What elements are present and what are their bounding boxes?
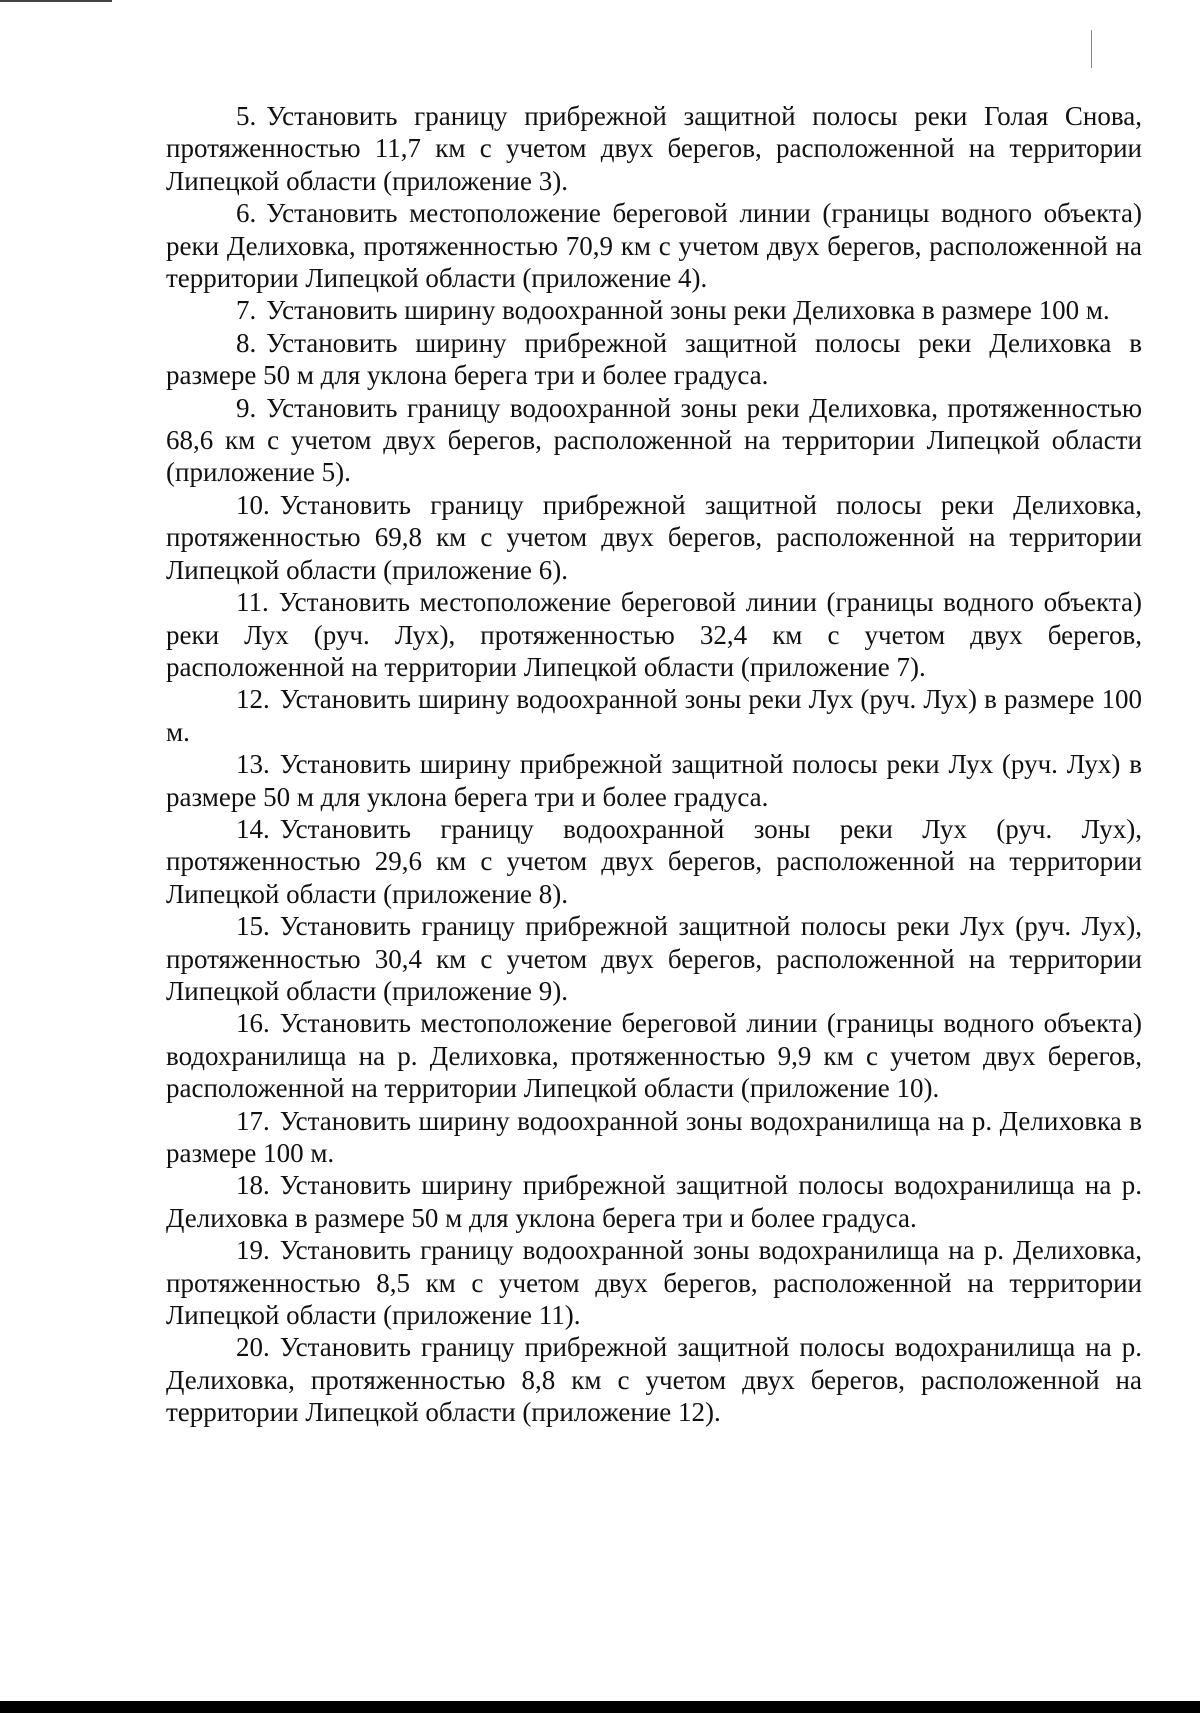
- paragraph-number: 12.: [236, 684, 270, 715]
- paragraph-number: 13.: [236, 749, 270, 780]
- paragraph-number: 15.: [236, 911, 270, 942]
- paragraph-text: Установить местоположение береговой линии (границы водного объекта) реки Лух (руч. Лух), протяженностью 32,4 км с учетом двух берегов, расположенной на территории Липецкой области (приложение 7).: [166, 587, 1142, 682]
- paragraph-6: [166, 197, 1142, 294]
- paragraph-text: Установить границу водоохранной зоны реки Лух (руч. Лух), протяженностью 29,6 км с учетом двух берегов, расположенной на территории Липецкой области (приложение 8).: [166, 813, 1142, 909]
- paragraph-number: 20.: [236, 1332, 270, 1363]
- paragraph-number: 9.: [236, 392, 257, 423]
- paragraph-12: [166, 683, 1142, 748]
- scan-edge-mark-right: [1091, 30, 1092, 68]
- paragraph-10: [166, 489, 1142, 586]
- paragraph-number: 16.: [236, 1008, 270, 1039]
- paragraph-text: Установить местоположение береговой линии (границы водного объекта) реки Делиховка, протяженностью 70,9 км с учетом двух берегов, расположенной на территории Липецкой области (приложение 4).: [166, 198, 1142, 294]
- paragraph-number: 7.: [236, 295, 257, 326]
- paragraph-number: 10.: [236, 489, 270, 520]
- paragraph-number: 14.: [236, 813, 270, 844]
- paragraph-9: [166, 392, 1142, 489]
- paragraph-17: [166, 1105, 1142, 1170]
- paragraph-number: 17.: [236, 1105, 270, 1136]
- paragraph-text: Установить границу прибрежной защитной полосы реки Делиховка, протяженностью 69,8 км с учетом двух берегов, расположенной на территории Липецкой области (приложение 6).: [166, 489, 1142, 585]
- paragraph-13: [166, 748, 1142, 813]
- paragraph-16: [166, 1007, 1142, 1104]
- paragraph-number: 5.: [236, 101, 257, 131]
- paragraph-8: [166, 327, 1142, 392]
- paragraph-text: Установить границу водоохранной зоны реки Делиховка, протяженностью 68,6 км с учетом двух берегов, расположенной на территории Липецкой области (приложение 5).: [166, 392, 1142, 488]
- paragraph-5: [166, 100, 1142, 197]
- paragraph-7: [166, 294, 1142, 326]
- paragraph-number: 18.: [236, 1170, 270, 1201]
- paragraph-number: 11.: [236, 587, 269, 618]
- document-page: [166, 100, 1142, 1429]
- scan-bottom-edge: [0, 1701, 1200, 1713]
- paragraph-19: [166, 1234, 1142, 1331]
- paragraph-15: [166, 910, 1142, 1007]
- paragraph-text: Установить ширину водоохранной зоны водохранилища на р. Делиховка в размере 100 м.: [166, 1105, 1142, 1168]
- paragraph-text: Установить ширину прибрежной защитной полосы реки Лух (руч. Лух) в размере 50 м для уклона берега три и более градуса.: [166, 749, 1142, 812]
- paragraph-text: Установить ширину прибрежной защитной полосы водохранилища на р. Делиховка в размере 50 м для уклона берега три и более градуса.: [166, 1170, 1142, 1233]
- paragraph-18: [166, 1169, 1142, 1234]
- paragraph-text: Установить ширину водоохранной зоны реки Лух (руч. Лух) в размере 100 м.: [166, 684, 1142, 747]
- paragraph-11: [166, 586, 1142, 683]
- scan-edge-mark-top: [0, 0, 112, 2]
- paragraph-number: 6.: [236, 198, 257, 229]
- paragraph-text: Установить границу прибрежной защитной полосы реки Голая Снова, протяженностью 11,7 км с учетом двух берегов, расположенной на территории Липецкой области (приложение 3).: [166, 101, 1142, 196]
- paragraph-number: 19.: [236, 1235, 270, 1266]
- paragraph-text: Установить границу прибрежной защитной полосы водохранилища на р. Делиховка, протяженностью 8,8 км с учетом двух берегов, расположенной на территории Липецкой области (приложение 12).: [166, 1332, 1142, 1428]
- paragraph-text: Установить местоположение береговой линии (границы водного объекта) водохранилища на р. Делиховка, протяженностью 9,9 км с учетом двух берегов, расположенной на территории Липецкой области (приложение 10).: [166, 1008, 1142, 1104]
- paragraph-20: [166, 1331, 1142, 1428]
- paragraph-14: [166, 813, 1142, 910]
- paragraph-text: Установить границу прибрежной защитной полосы реки Лух (руч. Лух), протяженностью 30,4 км с учетом двух берегов, расположенной на территории Липецкой области (приложение 9).: [166, 911, 1142, 1006]
- paragraph-number: 8.: [236, 327, 257, 358]
- paragraph-text: Установить границу водоохранной зоны водохранилища на р. Делиховка, протяженностью 8,5 км с учетом двух берегов, расположенной на территории Липецкой области (приложение 11).: [166, 1235, 1142, 1331]
- paragraph-text: Установить ширину водоохранной зоны реки Делиховка в размере 100 м.: [266, 295, 1110, 326]
- paragraph-text: Установить ширину прибрежной защитной полосы реки Делиховка в размере 50 м для уклона берега три и более градуса.: [166, 327, 1142, 391]
